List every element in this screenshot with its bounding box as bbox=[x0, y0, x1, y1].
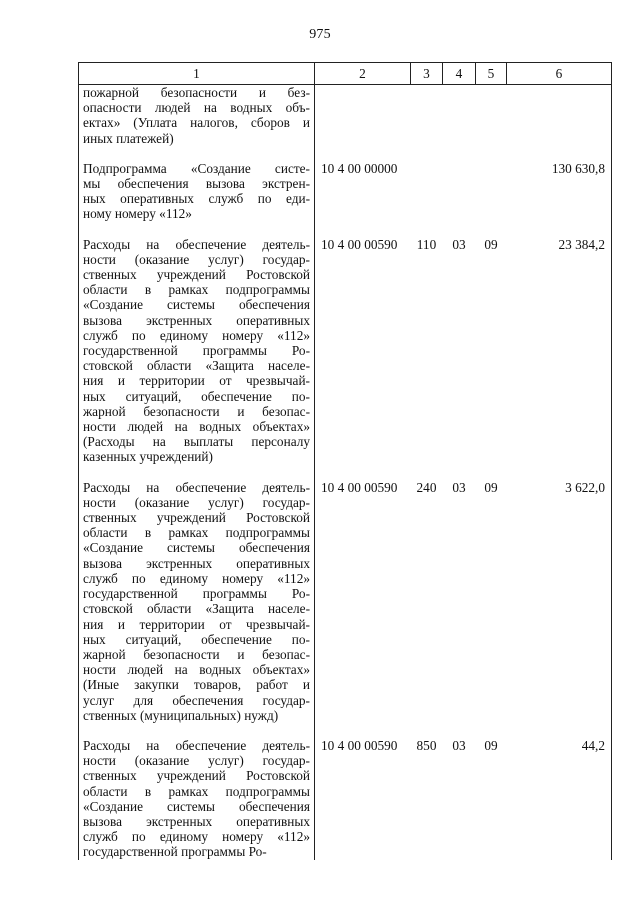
expense-type-cell bbox=[411, 237, 443, 465]
code-cell bbox=[315, 480, 411, 723]
gap-cell bbox=[79, 222, 315, 237]
gap-cell bbox=[79, 465, 315, 480]
description-cell bbox=[79, 480, 315, 723]
subsection-cell bbox=[476, 161, 507, 222]
gap-cell bbox=[476, 146, 507, 161]
description-line: служб по единому номеру «112» bbox=[83, 829, 310, 845]
gap-cell bbox=[507, 146, 612, 161]
description-line: вызова экстренных оперативных bbox=[83, 312, 310, 328]
code-cell-value: 10 4 00 00590 bbox=[321, 479, 398, 495]
subsection-cell-value: 09 bbox=[484, 737, 498, 753]
description-line: Расходы на обеспечение деятель- bbox=[83, 737, 310, 753]
code-cell bbox=[315, 85, 411, 146]
description-line: области в рамках подпрограммы bbox=[83, 282, 310, 298]
row-gap bbox=[79, 146, 612, 161]
table-body bbox=[79, 85, 612, 860]
description-cell bbox=[79, 237, 315, 465]
expense-type-cell bbox=[411, 738, 443, 860]
description-line: ственных учреждений Ростовской bbox=[83, 267, 310, 283]
column-header-6: 6 bbox=[507, 63, 612, 85]
description-line: «Создание системы обеспечения bbox=[83, 798, 310, 814]
description-line: ния и территории от чрезвычай- bbox=[83, 373, 310, 389]
description-line: ных ситуаций, обеспечение по- bbox=[83, 388, 310, 404]
table-row bbox=[79, 480, 612, 723]
code-cell-value: 10 4 00 00590 bbox=[321, 737, 398, 753]
description-line: ности (оказание услуг) государ- bbox=[83, 251, 310, 267]
gap-cell bbox=[411, 465, 443, 480]
expense-type-cell-value: 110 bbox=[416, 236, 437, 252]
expense-type-cell-value: 850 bbox=[416, 737, 437, 753]
column-header-1: 1 bbox=[79, 63, 315, 85]
row-gap bbox=[79, 222, 612, 237]
description-line: области в рамках подпрограммы bbox=[83, 783, 310, 799]
amount-cell-value: 23 384,2 bbox=[558, 236, 605, 252]
gap-cell bbox=[79, 146, 315, 161]
description-text bbox=[79, 85, 314, 146]
section-cell-value: 03 bbox=[452, 479, 466, 495]
description-line: государственной программы Ро- bbox=[83, 844, 267, 860]
code-cell-value: 10 4 00 00590 bbox=[321, 236, 398, 252]
description-line: ности людей на водных объектах» bbox=[83, 419, 310, 435]
description-line: вызова экстренных оперативных bbox=[83, 555, 310, 571]
budget-table bbox=[78, 62, 612, 860]
description-line: «Создание системы обеспечения bbox=[83, 297, 310, 313]
description-line: стовской области «Защита населе- bbox=[83, 601, 310, 617]
description-line: вызова экстренных оперативных bbox=[83, 813, 310, 829]
gap-cell bbox=[315, 723, 411, 738]
description-line: ности людей на водных объектах» bbox=[83, 662, 310, 678]
description-line: «Создание системы обеспечения bbox=[83, 540, 310, 556]
gap-cell bbox=[315, 146, 411, 161]
description-line: казенных учреждений) bbox=[83, 449, 213, 465]
description-line: ному номеру «112» bbox=[83, 206, 192, 222]
description-line: опасности людей на водных объ- bbox=[83, 100, 310, 116]
description-line: жарной безопасности и безопас- bbox=[83, 646, 310, 662]
description-line: услуг для обеспечения государ- bbox=[83, 692, 310, 708]
column-header-4: 4 bbox=[443, 63, 476, 85]
gap-cell bbox=[411, 222, 443, 237]
gap-cell bbox=[476, 723, 507, 738]
description-line: служб по единому номеру «112» bbox=[83, 570, 310, 586]
gap-cell bbox=[507, 222, 612, 237]
gap-cell bbox=[315, 465, 411, 480]
description-text bbox=[79, 237, 314, 465]
description-line: ных оперативных служб по еди- bbox=[83, 191, 310, 207]
row-gap bbox=[79, 465, 612, 480]
description-cell bbox=[79, 85, 315, 146]
amount-cell-value: 44,2 bbox=[581, 737, 605, 753]
section-cell bbox=[443, 738, 476, 860]
page-number: 975 bbox=[309, 27, 331, 42]
description-line: Расходы на обеспечение деятель- bbox=[83, 479, 310, 495]
subsection-cell bbox=[476, 237, 507, 465]
description-line: жарной безопасности и безопас- bbox=[83, 403, 310, 419]
description-line: Расходы на обеспечение деятель- bbox=[83, 236, 310, 252]
description-line: ственных учреждений Ростовской bbox=[83, 510, 310, 526]
description-line: служб по единому номеру «112» bbox=[83, 327, 310, 343]
gap-cell bbox=[507, 723, 612, 738]
column-header-3: 3 bbox=[411, 63, 443, 85]
amount-cell-value: 130 630,8 bbox=[551, 160, 605, 176]
description-line: (Иные закупки товаров, работ и bbox=[83, 677, 310, 693]
description-line: пожарной безопасности и без- bbox=[83, 85, 310, 100]
table-row bbox=[79, 237, 612, 465]
description-line: ния и территории от чрезвычай- bbox=[83, 616, 310, 632]
description-text bbox=[79, 738, 314, 860]
gap-cell bbox=[443, 465, 476, 480]
description-line: ности (оказание услуг) государ- bbox=[83, 494, 310, 510]
description-line: области в рамках подпрограммы bbox=[83, 525, 310, 541]
column-header-5: 5 bbox=[476, 63, 507, 85]
description-line: ных ситуаций, обеспечение по- bbox=[83, 631, 310, 647]
amount-cell bbox=[507, 480, 612, 723]
gap-cell bbox=[79, 723, 315, 738]
description-line: мы обеспечения вызова экстрен- bbox=[83, 176, 310, 192]
description-cell bbox=[79, 161, 315, 222]
table-row bbox=[79, 738, 612, 860]
description-text bbox=[79, 161, 314, 222]
description-line: Подпрограмма «Создание систе- bbox=[83, 160, 310, 176]
subsection-cell-value: 09 bbox=[484, 479, 498, 495]
expense-type-cell bbox=[411, 161, 443, 222]
gap-cell bbox=[411, 723, 443, 738]
description-line: стовской области «Защита населе- bbox=[83, 358, 310, 374]
code-cell-value: 10 4 00 00000 bbox=[321, 160, 398, 176]
description-line: иных платежей) bbox=[83, 130, 174, 146]
amount-cell bbox=[507, 85, 612, 146]
section-cell bbox=[443, 480, 476, 723]
code-cell bbox=[315, 738, 411, 860]
amount-cell-value: 3 622,0 bbox=[565, 479, 605, 495]
row-gap bbox=[79, 723, 612, 738]
gap-cell bbox=[315, 222, 411, 237]
header-row bbox=[79, 63, 612, 85]
expense-type-cell bbox=[411, 85, 443, 146]
table-row bbox=[79, 85, 612, 146]
gap-cell bbox=[443, 222, 476, 237]
description-line: ектах» (Уплата налогов, сборов и bbox=[83, 115, 310, 131]
section-cell-value: 03 bbox=[452, 737, 466, 753]
section-cell bbox=[443, 85, 476, 146]
code-cell bbox=[315, 237, 411, 465]
table-row bbox=[79, 161, 612, 222]
section-cell bbox=[443, 237, 476, 465]
amount-cell bbox=[507, 738, 612, 860]
column-header-2: 2 bbox=[315, 63, 411, 85]
subsection-cell-value: 09 bbox=[484, 236, 498, 252]
description-line: государственной программы Ро- bbox=[83, 343, 310, 359]
description-line: ственных (муниципальных) нужд) bbox=[83, 707, 279, 723]
section-cell-value: 03 bbox=[452, 236, 466, 252]
description-line: государственной программы Ро- bbox=[83, 586, 310, 602]
amount-cell bbox=[507, 161, 612, 222]
gap-cell bbox=[476, 465, 507, 480]
gap-cell bbox=[507, 465, 612, 480]
gap-cell bbox=[443, 146, 476, 161]
description-line: ности (оказание услуг) государ- bbox=[83, 753, 310, 769]
description-line: (Расходы на выплаты персоналу bbox=[83, 434, 310, 450]
subsection-cell bbox=[476, 480, 507, 723]
code-cell bbox=[315, 161, 411, 222]
subsection-cell bbox=[476, 738, 507, 860]
description-cell bbox=[79, 738, 315, 860]
subsection-cell bbox=[476, 85, 507, 146]
expense-type-cell bbox=[411, 480, 443, 723]
description-text bbox=[79, 480, 314, 723]
gap-cell bbox=[411, 146, 443, 161]
gap-cell bbox=[443, 723, 476, 738]
gap-cell bbox=[476, 222, 507, 237]
section-cell bbox=[443, 161, 476, 222]
expense-type-cell-value: 240 bbox=[416, 479, 437, 495]
amount-cell bbox=[507, 237, 612, 465]
description-line: ственных учреждений Ростовской bbox=[83, 768, 310, 784]
